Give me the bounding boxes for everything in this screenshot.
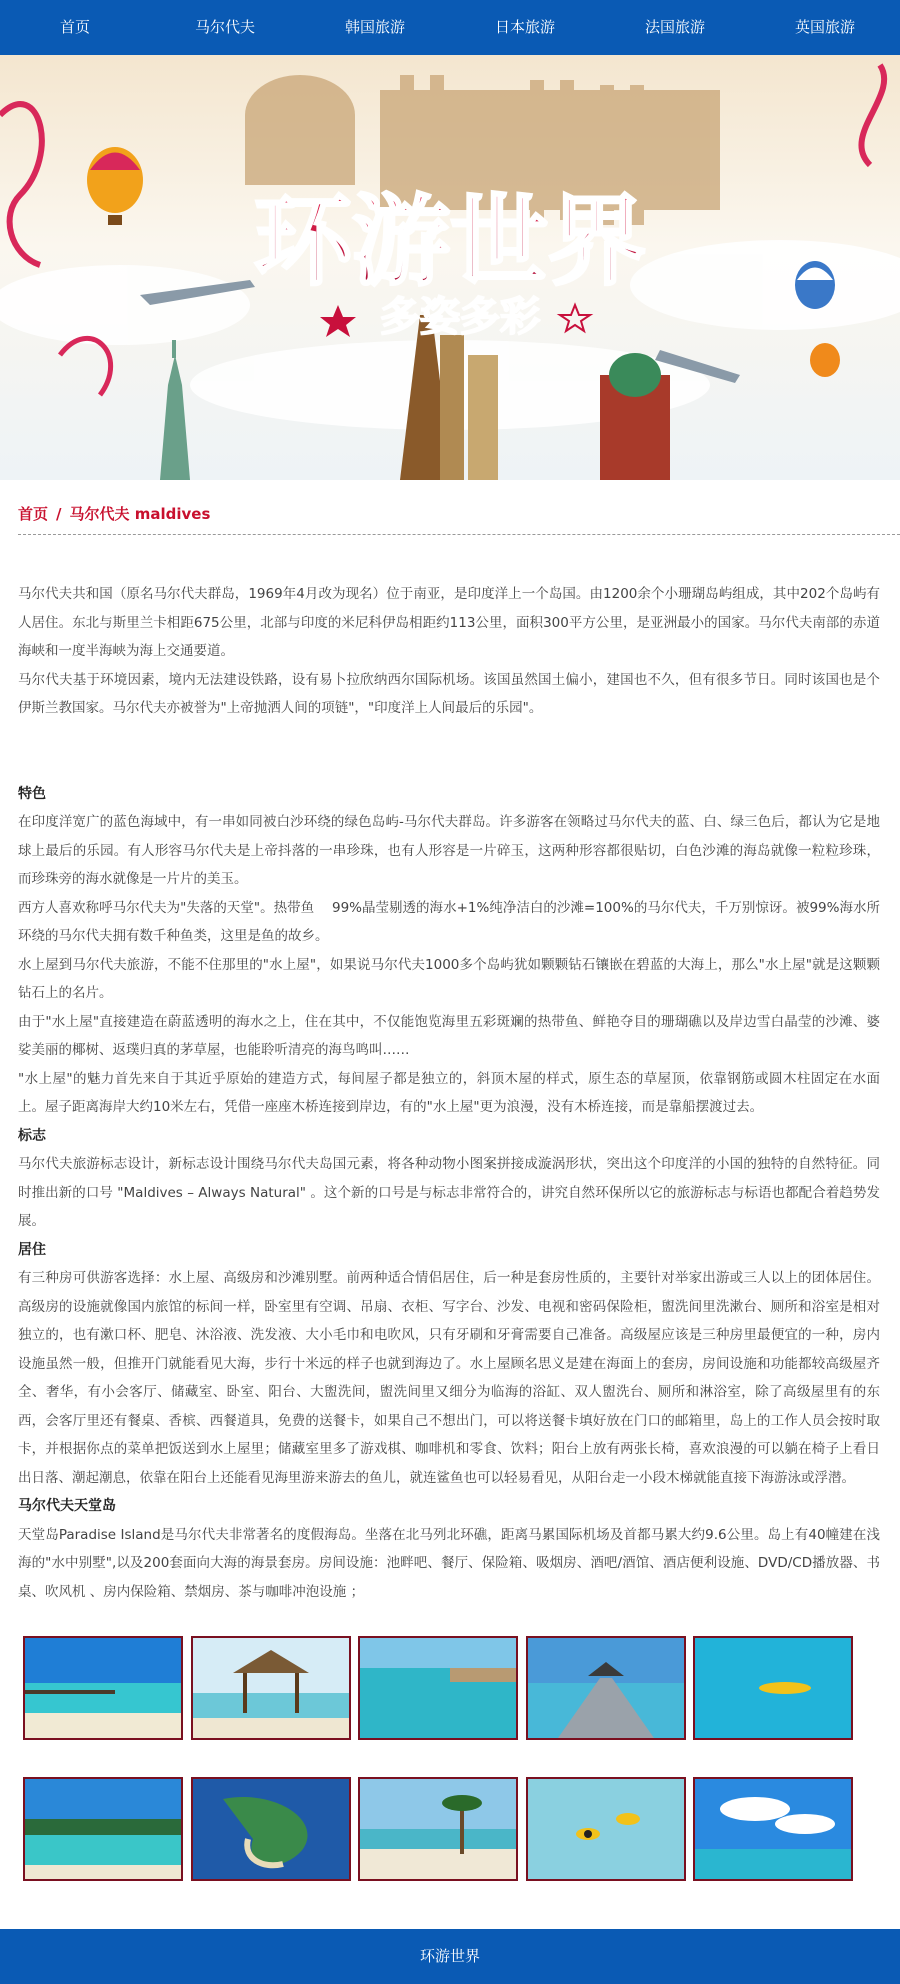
nav-item-uk[interactable]: 英国旅游: [794, 18, 855, 36]
intro-paragraph: 马尔代夫共和国（原名马尔代夫群岛，1969年4月改为现名）位于南亚，是印度洋上一个岛国。由1200余个小珊瑚岛屿组成，其中202个岛屿有人居住。东北与斯里兰卡相距675公里，北部与印度的米尼科伊岛相距约113公里，面积300平方公里，是亚洲最小的国家。马尔代夫南部的赤道海峡和一度半海峡为海上交通要道。: [18, 586, 880, 659]
section-heading-logo: 标志: [18, 1127, 46, 1144]
intro-paragraph: 马尔代夫基于环境因素，境内无法建设铁路，设有易卜拉欣纳西尔国际机场。该国虽然国土偏小，建国也不久，但有很多节日。同时该国也是个伊斯兰教国家。马尔代夫亦被誉为"上帝抛洒人间的项链"，"印度洋上人间最后的乐园"。: [18, 671, 880, 716]
beach-hut-photo[interactable]: [191, 1636, 351, 1740]
paradise-paragraph: 天堂岛Paradise Island是马尔代夫非常著名的度假海岛。坐落在北马列北环礁，距离马累国际机场及首都马累大约9.6公里。岛上有40幢建在浅海的"水中别墅",以及200套面向大海的海景套房。房间设施：池畔吧、餐厅、保险箱、吸烟房、酒吧/酒馆、酒店便利设施、DVD/CD播放器、书桌、吹风机 、房内保险箱、禁烟房、茶与咖啡冲泡设施 ；: [18, 1526, 880, 1600]
breadcrumb: [18, 503, 210, 524]
article-body: [18, 580, 880, 1606]
atoll-aerial-photo[interactable]: [191, 1777, 351, 1881]
hero-banner: [0, 55, 900, 480]
top-nav: [0, 0, 900, 55]
spacer: [18, 723, 880, 780]
section-heading-features: 特色: [18, 785, 46, 802]
breadcrumb-current[interactable]: 马尔代夫 maldives: [69, 505, 211, 523]
footer-text: 环游世界: [419, 1947, 480, 1965]
features-paragraph: 水上屋到马尔代夫旅游，不能不住那里的"水上屋"，如果说马尔代夫1000多个岛屿犹如颗颗钻石镶嵌在碧蓝的大海上，那么"水上屋"就是这颗颗钻石上的名片。: [18, 956, 880, 1001]
nav-item-home[interactable]: 首页: [59, 18, 90, 36]
section-heading-lodging: 居住: [18, 1241, 46, 1258]
kayak-photo[interactable]: [693, 1636, 853, 1740]
logo-paragraph: 马尔代夫旅游标志设计，新标志设计围绕马尔代夫岛国元素，将各种动物小图案拼接成漩涡形状，突出这个印度洋的小国的独特的自然特征。同时推出新的口号 "Maldives – Always Natural" 。这个新的口号是与标志非常符合的，讲究自然环保所以它的旅游标志与标语也都配合着趋势发展。: [18, 1156, 880, 1229]
section-heading-paradise-island: 马尔代夫天堂岛: [18, 1498, 116, 1514]
nav-item-maldives[interactable]: 马尔代夫: [194, 18, 255, 36]
banner-subtitle: 多姿多彩: [380, 294, 540, 340]
beach-pier-photo[interactable]: [23, 1636, 183, 1740]
palm-beach-photo[interactable]: [358, 1777, 518, 1881]
photo-gallery-row-1: [23, 1636, 853, 1740]
breadcrumb-divider: [18, 534, 900, 535]
banner-title: 环游世界: [253, 185, 647, 299]
breadcrumb-separator: /: [56, 505, 62, 523]
features-paragraph: "水上屋"的魅力首先来自于其近乎原始的建造方式，每间屋子都是独立的，斜顶木屋的样式，原生态的草屋顶，依靠钢筋或圆木柱固定在水面上。屋子距离海岸大约10米左右，凭借一座座木桥连接到岸边，有的"水上屋"更为浪漫，没有木桥连接，而是靠船摆渡过去。: [18, 1070, 880, 1115]
water-villa-photo[interactable]: [358, 1636, 518, 1740]
photo-gallery-row-2: [23, 1777, 853, 1881]
footer: [0, 1929, 900, 1984]
lodging-paragraph: 有三种房可供游客选择：水上屋、高级房和沙滩别墅。前两种适合情侣居住，后一种是套房性质的，主要针对举家出游或三人以上的团体居住。高级房的设施就像国内旅馆的标间一样，卧室里有空调、吊扇、衣柜、写字台、沙发、电视和密码保险柜，盥洗间里洗漱台、厕所和浴室是相对独立的，也有漱口杯、肥皂、沐浴液、洗发液、大小毛巾和电吹风，只有牙刷和牙膏需要自己准备。高级屋应该是三种房里最便宜的一种，房内设施虽然一般，但推开门就能看见大海，步行十米远的样子也就到海边了。水上屋顾名思义是建在海面上的套房，房间设施和功能都较高级屋齐全、奢华，有小会客厅、储藏室、卧室、阳台、大盥洗间，盥洗间里又细分为临海的浴缸、双人盥洗台、厕所和淋浴室，除了高级屋里有的东西，会客厅里还有餐桌、香槟、西餐道具，免费的送餐卡，如果自己不想出门，可以将送餐卡填好放在门口的邮箱里，岛上的工作人员会按时取卡，并根据你点的菜单把饭送到水上屋里；储藏室里多了游戏棋、咖啡机和零食、饮料；阳台上放有两张长椅，喜欢浪漫的可以躺在椅子上看日出日落、潮起潮息，依靠在阳台上还能看见海里游来游去的鱼儿，就连鲨鱼也可以轻易看见，从阳台走一小段木梯就能直接下海游泳或浮潜。: [18, 1270, 880, 1486]
fish-lagoon-photo[interactable]: [526, 1777, 686, 1881]
breadcrumb-home-link[interactable]: 首页: [18, 505, 49, 523]
features-paragraph: 由于"水上屋"直接建造在蔚蓝透明的海水之上，住在其中，不仅能饱览海里五彩斑斓的热带鱼、鲜艳夺目的珊瑚礁以及岸边雪白晶莹的沙滩、婆娑美丽的椰树、返璞归真的茅草屋，也能聆听清亮的海鸟鸣叫……: [18, 1013, 880, 1058]
jetty-photo[interactable]: [526, 1636, 686, 1740]
hero-banner-illustration: [0, 55, 900, 480]
features-paragraph: 西方人喜欢称呼马尔代夫为"失落的天堂"。热带鱼 99%晶莹剔透的海水+1%纯净洁白的沙滩=100%的马尔代夫，千万别惊讶。被99%海水所环绕的马尔代夫拥有数千种鱼类，这里是鱼的故乡。: [18, 899, 880, 944]
nav-item-france[interactable]: 法国旅游: [644, 18, 705, 36]
nav-item-korea[interactable]: 韩国旅游: [344, 18, 405, 36]
island-resort-photo[interactable]: [23, 1777, 183, 1881]
features-paragraph: 在印度洋宽广的蓝色海域中，有一串如同被白沙环绕的绿色岛屿-马尔代夫群岛。许多游客在领略过马尔代夫的蓝、白、绿三色后，都认为它是地球上最后的乐园。有人形容马尔代夫是上帝抖落的一串珍珠，也有人形容是一片碎玉，这两种形容都很贴切，白色沙滩的海岛就像一粒粒珍珠，而珍珠旁的海水就像是一片片的美玉。: [18, 814, 880, 887]
sky-sea-photo[interactable]: [693, 1777, 853, 1881]
nav-item-japan[interactable]: 日本旅游: [494, 18, 555, 36]
